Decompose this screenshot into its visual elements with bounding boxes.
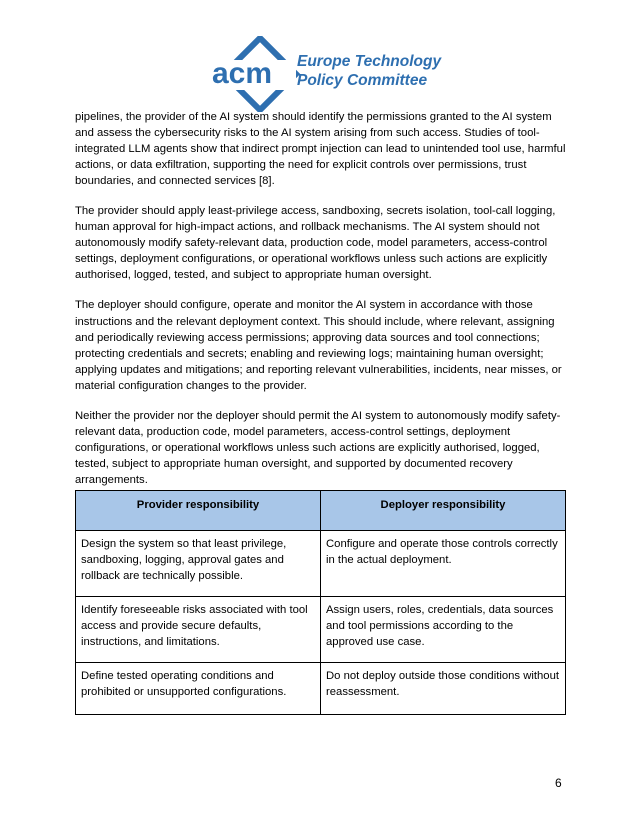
logo-committee-name [297,52,441,90]
logo-line-1: Europe Technology [297,53,442,70]
paragraph: The provider should apply least-privilege access, sandboxing, secrets isolation, tool-call logging, human approval for high-impact actions, and rollback mechanisms. The AI system should not autonomously modify safety-relevant data, production code, model parameters, access-control settings, deployment configurations, or operational workflows unless such actions are explicitly authorised, logged, tested, and subject to appropriate human oversight. [75,205,556,282]
paragraph: pipelines, the provider of the AI system should identify the permissions granted to the AI system and assess the cybersecurity risks to the AI system arising from such access. Studies of tool-integrated LLM agents show that indirect prompt injection can lead to unintended tool use, harmful actions, or data exfiltration, supporting the need for explicit controls over permissions, trust boundaries, and connected services [8]. [75,111,566,188]
deployer-cell: Configure and operate those controls correctly in the actual deployment. [321,531,566,597]
table-row [76,531,566,597]
deployer-cell: Assign users, roles, credentials, data sources and tool permissions according to the approved use case. [321,597,566,663]
table-header-row [76,491,566,531]
body-text [75,109,567,502]
deployer-cell: Do not deploy outside those conditions without reassessment. [321,663,566,715]
table-row [76,597,566,663]
table-row [76,663,566,715]
logo-org-text: acm [212,57,273,90]
logo-line-2: Policy Committee [297,72,428,89]
page-number: 6 [555,776,562,790]
provider-cell: Define tested operating conditions and prohibited or unsupported configurations. [76,663,321,715]
provider-cell: Design the system so that least privilege, sandboxing, logging, approval gates and rollback are technically possible. [76,531,321,597]
paragraph: Neither the provider nor the deployer should permit the AI system to autonomously modify safety-relevant data, production code, model parameters, access-control settings, deployment configurations, or operational workflows unless such actions are explicitly authorised, logged, tested, subject to appropriate human oversight, and supported by documented recovery arrangements. [75,409,561,486]
provider-header: Provider responsibility [76,491,321,531]
provider-cell: Identify foreseeable risks associated with tool access and provide secure defaults, instructions, and limitations. [76,597,321,663]
responsibility-table [75,490,566,715]
deployer-header: Deployer responsibility [321,491,566,531]
paragraph: The deployer should configure, operate and monitor the AI system in accordance with those instructions and the relevant deployment context. This should include, where relevant, assigning and periodically reviewing access permissions; approving data sources and tool connections; protecting credentials and secrets; enabling and reviewing logs; maintaining human oversight; applying updates and mitigations; and reporting relevant vulnerabilities, incidents, near misses, or material configuration changes to the provider. [75,299,562,392]
